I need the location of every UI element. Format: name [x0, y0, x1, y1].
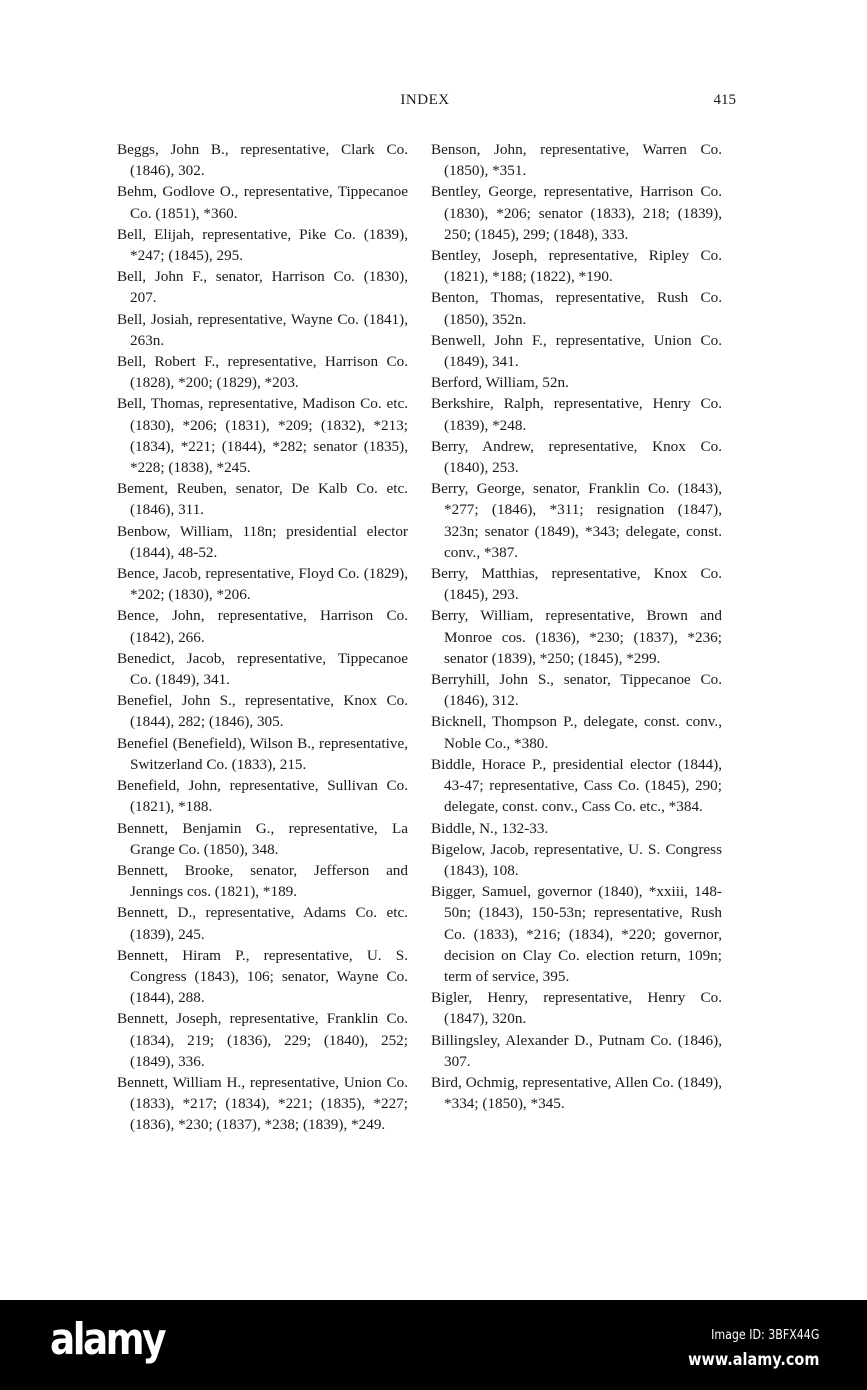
index-entry: Bennett, Brooke, senator, Jefferson and Jennings cos. (1821), *189. [117, 861, 408, 901]
index-entry: Bennett, Joseph, representative, Franklin Co. (1834), 219; (1836), 229; (1840), 252; (1849), 336. [117, 1010, 408, 1070]
index-entry: Bennett, Benjamin G., representative, La Grange Co. (1850), 348. [117, 819, 408, 858]
index-entry: Berry, William, representative, Brown and Monroe cos. (1836), *230; (1837), *236; senator (1839), *250; (1845), *299. [431, 607, 722, 667]
index-entry: Bell, Elijah, representative, Pike Co. (1839), *247; (1845), 295. [117, 225, 408, 265]
watermark-footer [0, 1300, 867, 1390]
index-entry: Bird, Ochmig, representative, Allen Co. (1849), *334; (1850), *345. [431, 1073, 722, 1113]
image-id: Image ID: 3BFX44G [710, 1328, 819, 1343]
index-column-left [117, 139, 408, 1136]
index-entry: Bennett, Hiram P., representative, U. S. Congress (1843), 106; senator, Wayne Co. (1844), 288. [117, 946, 408, 1007]
index-entry: Benefield, John, representative, Sullivan Co. (1821), *188. [117, 777, 408, 816]
index-entry: Benedict, Jacob, representative, Tippecanoe Co. (1849), 341. [117, 649, 408, 689]
index-entry: Benbow, William, 118n; presidential elector (1844), 48-52. [117, 522, 408, 561]
index-entry: Bell, Josiah, representative, Wayne Co. (1841), 263n. [117, 310, 408, 349]
index-entry: Billingsley, Alexander D., Putnam Co. (1846), 307. [431, 1031, 722, 1070]
index-entry: Bement, Reuben, senator, De Kalb Co. etc. (1846), 311. [117, 480, 408, 519]
index-entry: Bigger, Samuel, governor (1840), *xxiii, 148-50n; (1843), 150-53n; representative, Rush Co. (1833), *216; (1834), *220; governor, decision on Clay Co. election return, 109n; term of service, 395. [431, 883, 722, 985]
index-entry: Berkshire, Ralph, representative, Henry Co. (1839), *248. [431, 395, 722, 434]
index-entry: Benefiel (Benefield), Wilson B., representative, Switzerland Co. (1833), 215. [117, 734, 408, 773]
index-entry: Benson, John, representative, Warren Co. (1850), *351. [431, 141, 722, 180]
index-entry: Bell, Robert F., representative, Harrison Co. (1828), *200; (1829), *203. [117, 353, 408, 392]
index-entry: Bence, Jacob, representative, Floyd Co. (1829), *202; (1830), *206. [117, 565, 408, 604]
index-entry: Benefiel, John S., representative, Knox Co. (1844), 282; (1846), 305. [117, 692, 408, 731]
index-entry: Bentley, George, representative, Harrison Co. (1830), *206; senator (1833), 218; (1839), 250; (1845), 299; (1848), 333. [431, 183, 722, 243]
site-url: www.alamy.com [687, 1350, 819, 1370]
running-head [0, 92, 867, 114]
index-entry: Berry, Andrew, representative, Knox Co. (1840), 253. [431, 437, 722, 477]
index-entry: Bence, John, representative, Harrison Co. (1842), 266. [117, 607, 408, 646]
index-entry: Benton, Thomas, representative, Rush Co. (1850), 352n. [431, 289, 722, 328]
page-title: INDEX [400, 92, 450, 108]
index-entry: Berryhill, John S., senator, Tippecanoe Co. (1846), 312. [431, 671, 722, 710]
index-column-right [431, 139, 722, 1114]
index-entry: Behm, Godlove O., representative, Tippecanoe Co. (1851), *360. [117, 183, 408, 222]
alamy-logo: alamy [50, 1314, 164, 1365]
index-entry: Benwell, John F., representative, Union Co. (1849), 341. [431, 331, 722, 371]
index-entry: Bicknell, Thompson P., delegate, const. conv., Noble Co., *380. [431, 713, 722, 752]
index-entry: Berry, Matthias, representative, Knox Co. (1845), 293. [431, 565, 722, 604]
index-entry: Bell, John F., senator, Harrison Co. (1830), 207. [117, 268, 408, 307]
index-entry: Berry, George, senator, Franklin Co. (1843), *277; (1846), *311; resignation (1847), 323n; senator (1849), *343; delegate, const. conv., *387. [431, 480, 722, 561]
index-entry: Biddle, N., 132-33. [431, 819, 549, 837]
index-entry: Bell, Thomas, representative, Madison Co. etc. (1830), *206; (1831), *209; (1832), *213; (1834), *221; (1844), *282; senator (1835), *228; (1838), *245. [117, 395, 408, 477]
index-entry: Beggs, John B., representative, Clark Co. (1846), 302. [117, 141, 408, 180]
index-entry: Berford, William, 52n. [431, 374, 569, 392]
index-entry: Biddle, Horace P., presidential elector (1844), 43-47; representative, Cass Co. (1845), 290; delegate, const. conv., Cass Co. etc., *384. [431, 755, 722, 816]
index-entry: Bigelow, Jacob, representative, U. S. Congress (1843), 108. [431, 840, 722, 879]
index-entry: Bennett, William H., representative, Union Co. (1833), *217; (1834), *221; (1835), *227; (1836), *230; (1837), *238; (1839), *249. [117, 1073, 408, 1134]
page-number: 415 [713, 92, 736, 108]
index-entry: Bentley, Joseph, representative, Ripley Co. (1821), *188; (1822), *190. [431, 247, 722, 286]
index-entry: Bennett, D., representative, Adams Co. etc. (1839), 245. [117, 904, 408, 943]
index-entry: Bigler, Henry, representative, Henry Co. (1847), 320n. [431, 989, 722, 1028]
